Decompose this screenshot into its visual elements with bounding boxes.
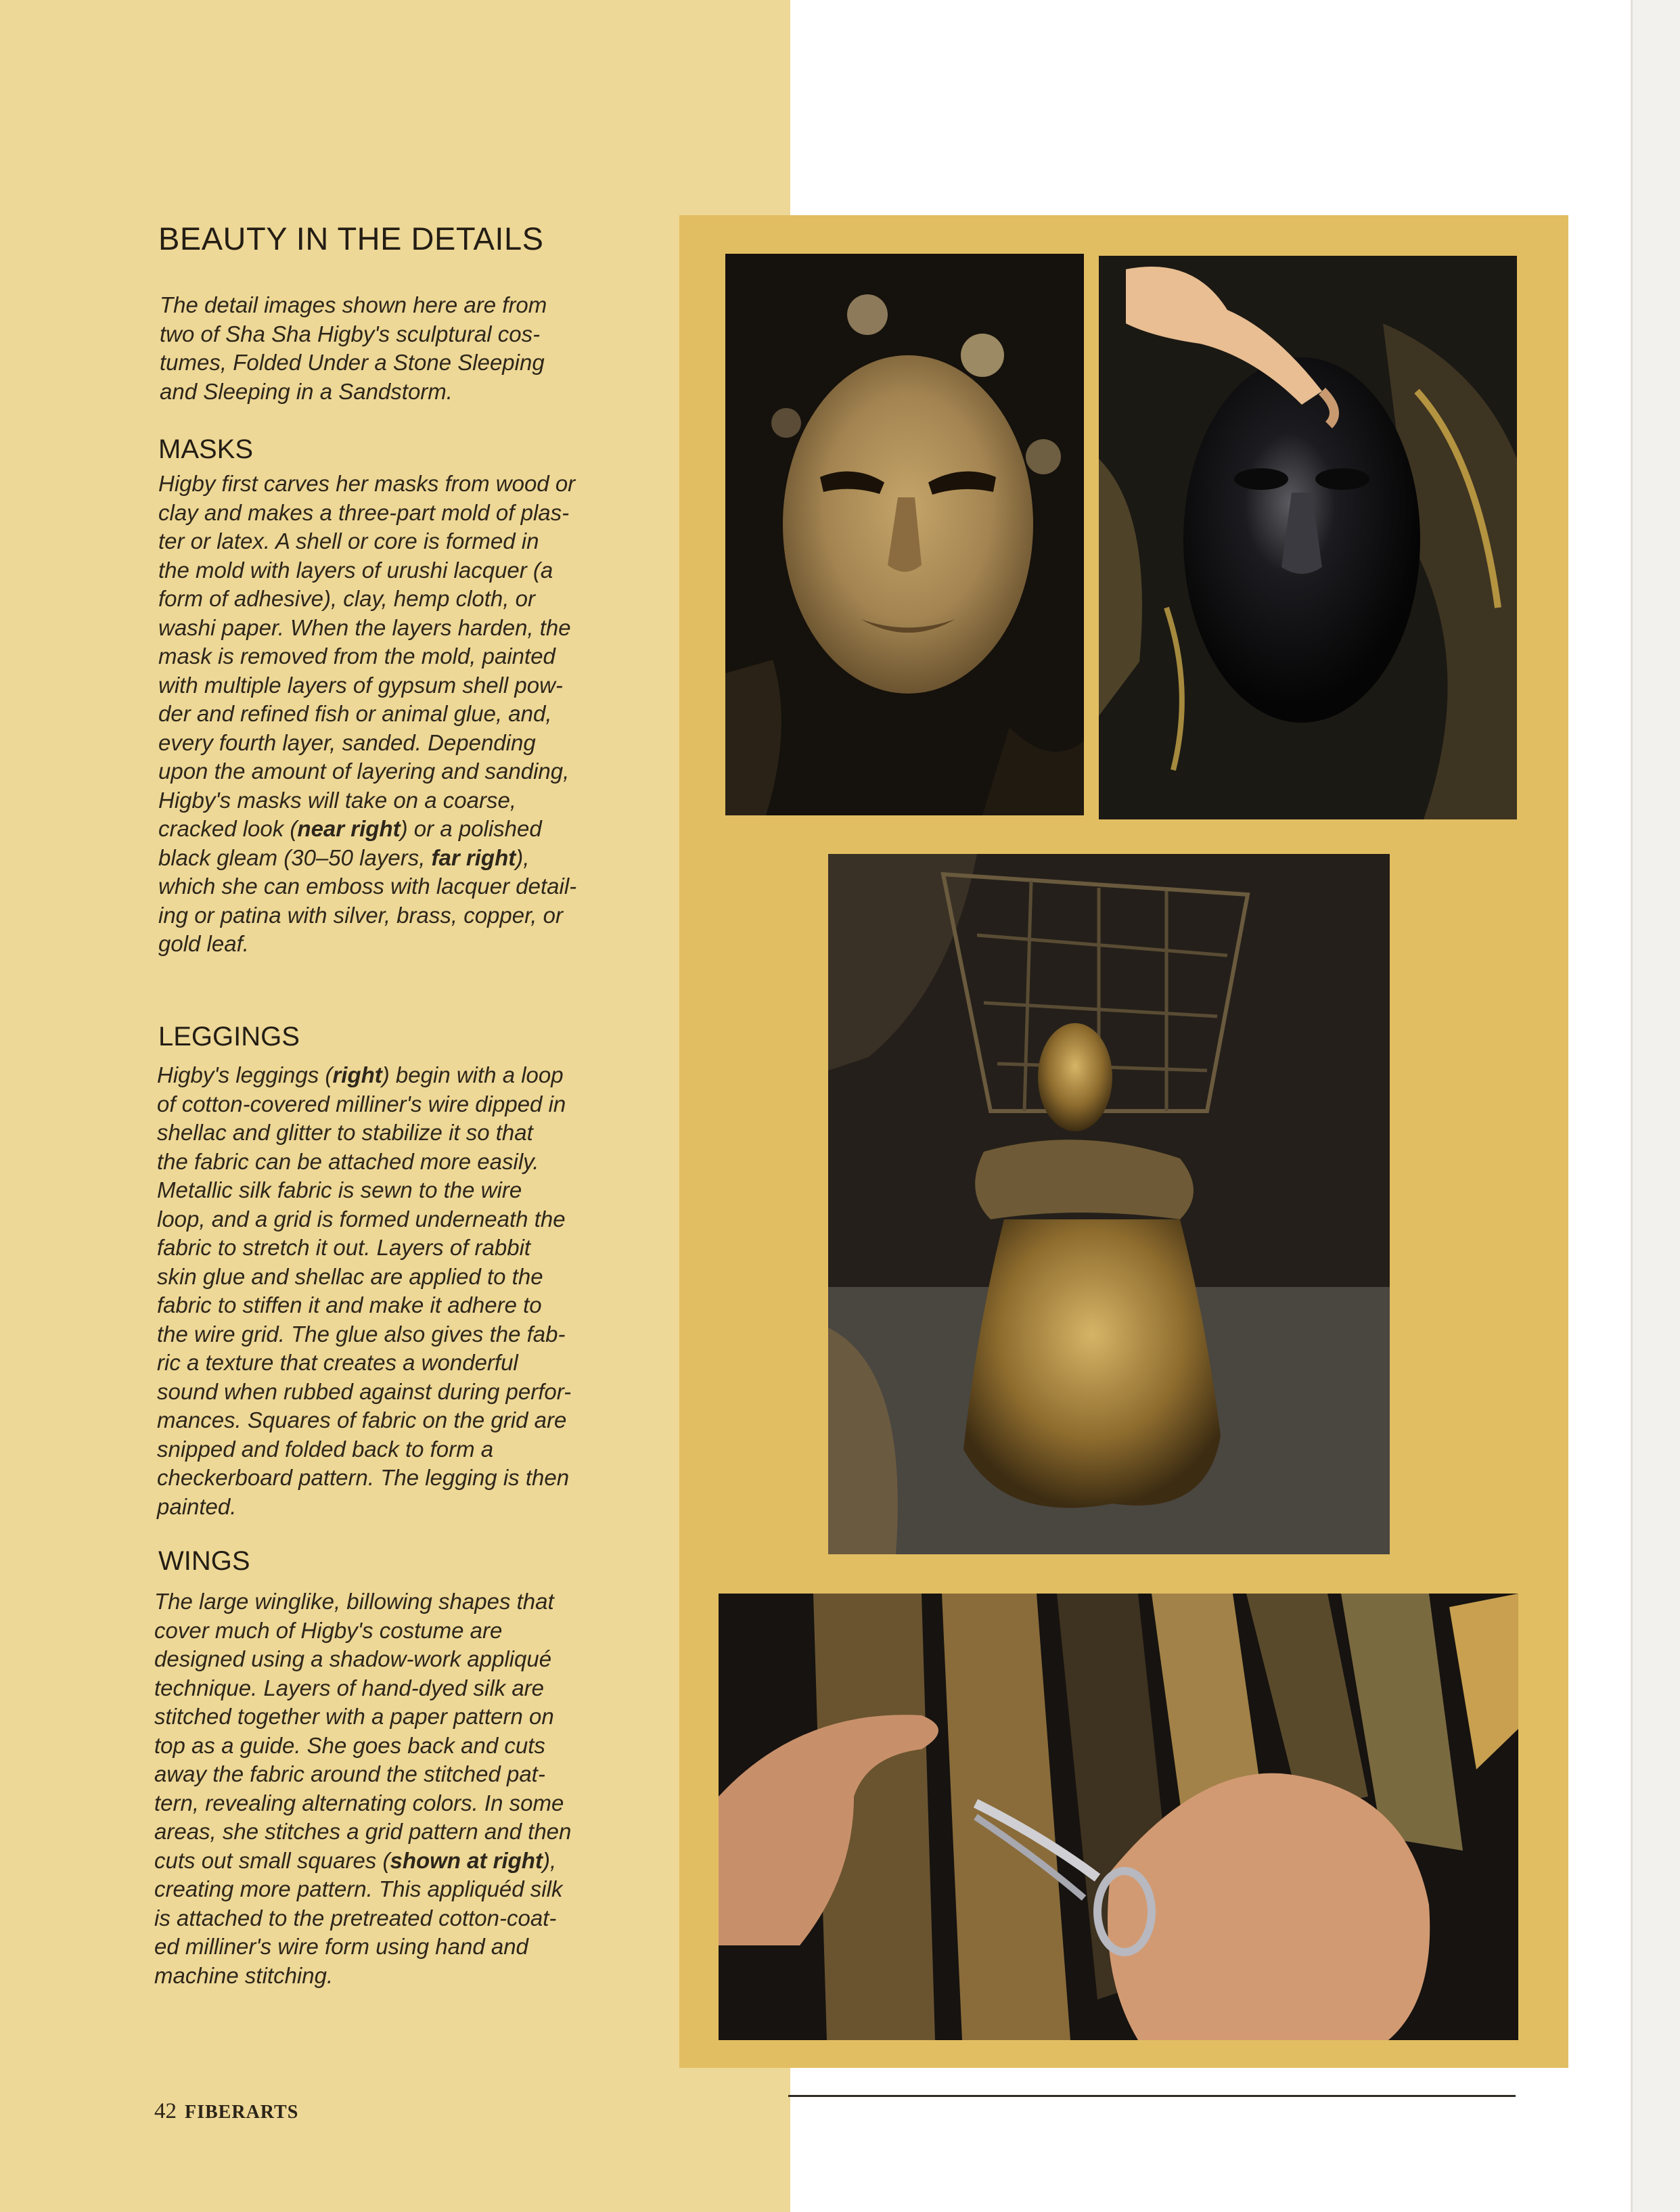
leggings-text-part: ) begin with a loop of cotton-covered milliner's wire dipped in shellac and glitter to stabilize it so that the fabric can be attached more easily. Metallic silk fabric is sewn to the wire loop, and a grid is formed underneath the fabric to stretch it out. Layers of rabbit skin glue and shellac are applied to the fabric to stiffen it and make it adhere to the wire grid. The glue also gives the fab- ric a texture that creates a wonderful sound when rubbed against during perfor- mances. Squares of fabric on the grid are snipped and folded back to form a checkerboard pattern. The legging is then painted. xyxy=(157,1062,572,1519)
page-gutter-edge xyxy=(1631,0,1680,2212)
masks-text-part: ), which she can emboss with lacquer detail- ing or patina with silver, brass, copper, or gold leaf. xyxy=(158,844,577,956)
photo-black-mask xyxy=(1099,256,1517,819)
magazine-name: FIBERARTS xyxy=(185,2102,299,2123)
section-heading-masks: MASKS xyxy=(158,434,254,464)
section-text-wings xyxy=(154,1587,655,1990)
section-heading-wings: WINGS xyxy=(158,1546,250,1576)
masks-bold-far-right: far right xyxy=(431,844,516,870)
article-title: BEAUTY IN THE DETAILS xyxy=(158,221,544,256)
footer-rule xyxy=(788,2095,1516,2097)
photo-legging xyxy=(828,854,1390,1554)
page-footer xyxy=(154,2099,298,2124)
section-text-leggings xyxy=(157,1061,658,1521)
leggings-bold-right: right xyxy=(332,1062,382,1087)
masks-bold-near-right: near right xyxy=(297,816,401,841)
section-heading-leggings: LEGGINGS xyxy=(158,1022,300,1052)
wings-text-part: The large winglike, billowing shapes that cover much of Higby's costume are designed using a shadow-work appliqué technique. Layers of hand-dyed silk are stitched together with a paper pattern on top as a guide. She goes back and cuts away the fabric around the stitched pat- tern, revealing alternating colors. In some areas, she stitches a grid pattern and then cuts out small squares ( xyxy=(154,1589,572,1873)
wings-bold-shown-at-right: shown at right xyxy=(390,1847,543,1873)
masks-text-part: Higby first carves her masks from wood or clay and makes a three-part mold of plas- ter or latex. A shell or core is formed in the mold with layers of urushi lacquer (a form of adhesive), clay, hemp cloth, or washi paper. When the layers harden, the mask is removed from the mold, painted with multiple layers of gypsum shell pow- der and refined fish or animal glue, and, every fourth layer, sanded. Depending upon the amount of layering and sanding, Higby's masks will take on a coarse, cracked look ( xyxy=(158,471,576,841)
masks-text-part: ) or a polished black gleam (30–50 layers, xyxy=(158,816,542,870)
article-intro: The detail images shown here are from two of Sha Sha Higby's sculptural cos- tumes, Folded Under a Stone Sleeping and Sleeping in a Sandstorm. xyxy=(160,292,547,404)
photo-coarse-mask xyxy=(725,254,1084,815)
page-number: 42 xyxy=(154,2099,177,2123)
leggings-text-part: Higby's leggings ( xyxy=(157,1062,333,1087)
section-text-masks xyxy=(158,470,659,959)
photo-wings-cutting xyxy=(719,1594,1518,2040)
wings-text-part: ), creating more pattern. This appliquéd silk is attached to the pretreated cotton-coat- ed milliner's wire form using hand and machine stitching. xyxy=(154,1847,563,1988)
